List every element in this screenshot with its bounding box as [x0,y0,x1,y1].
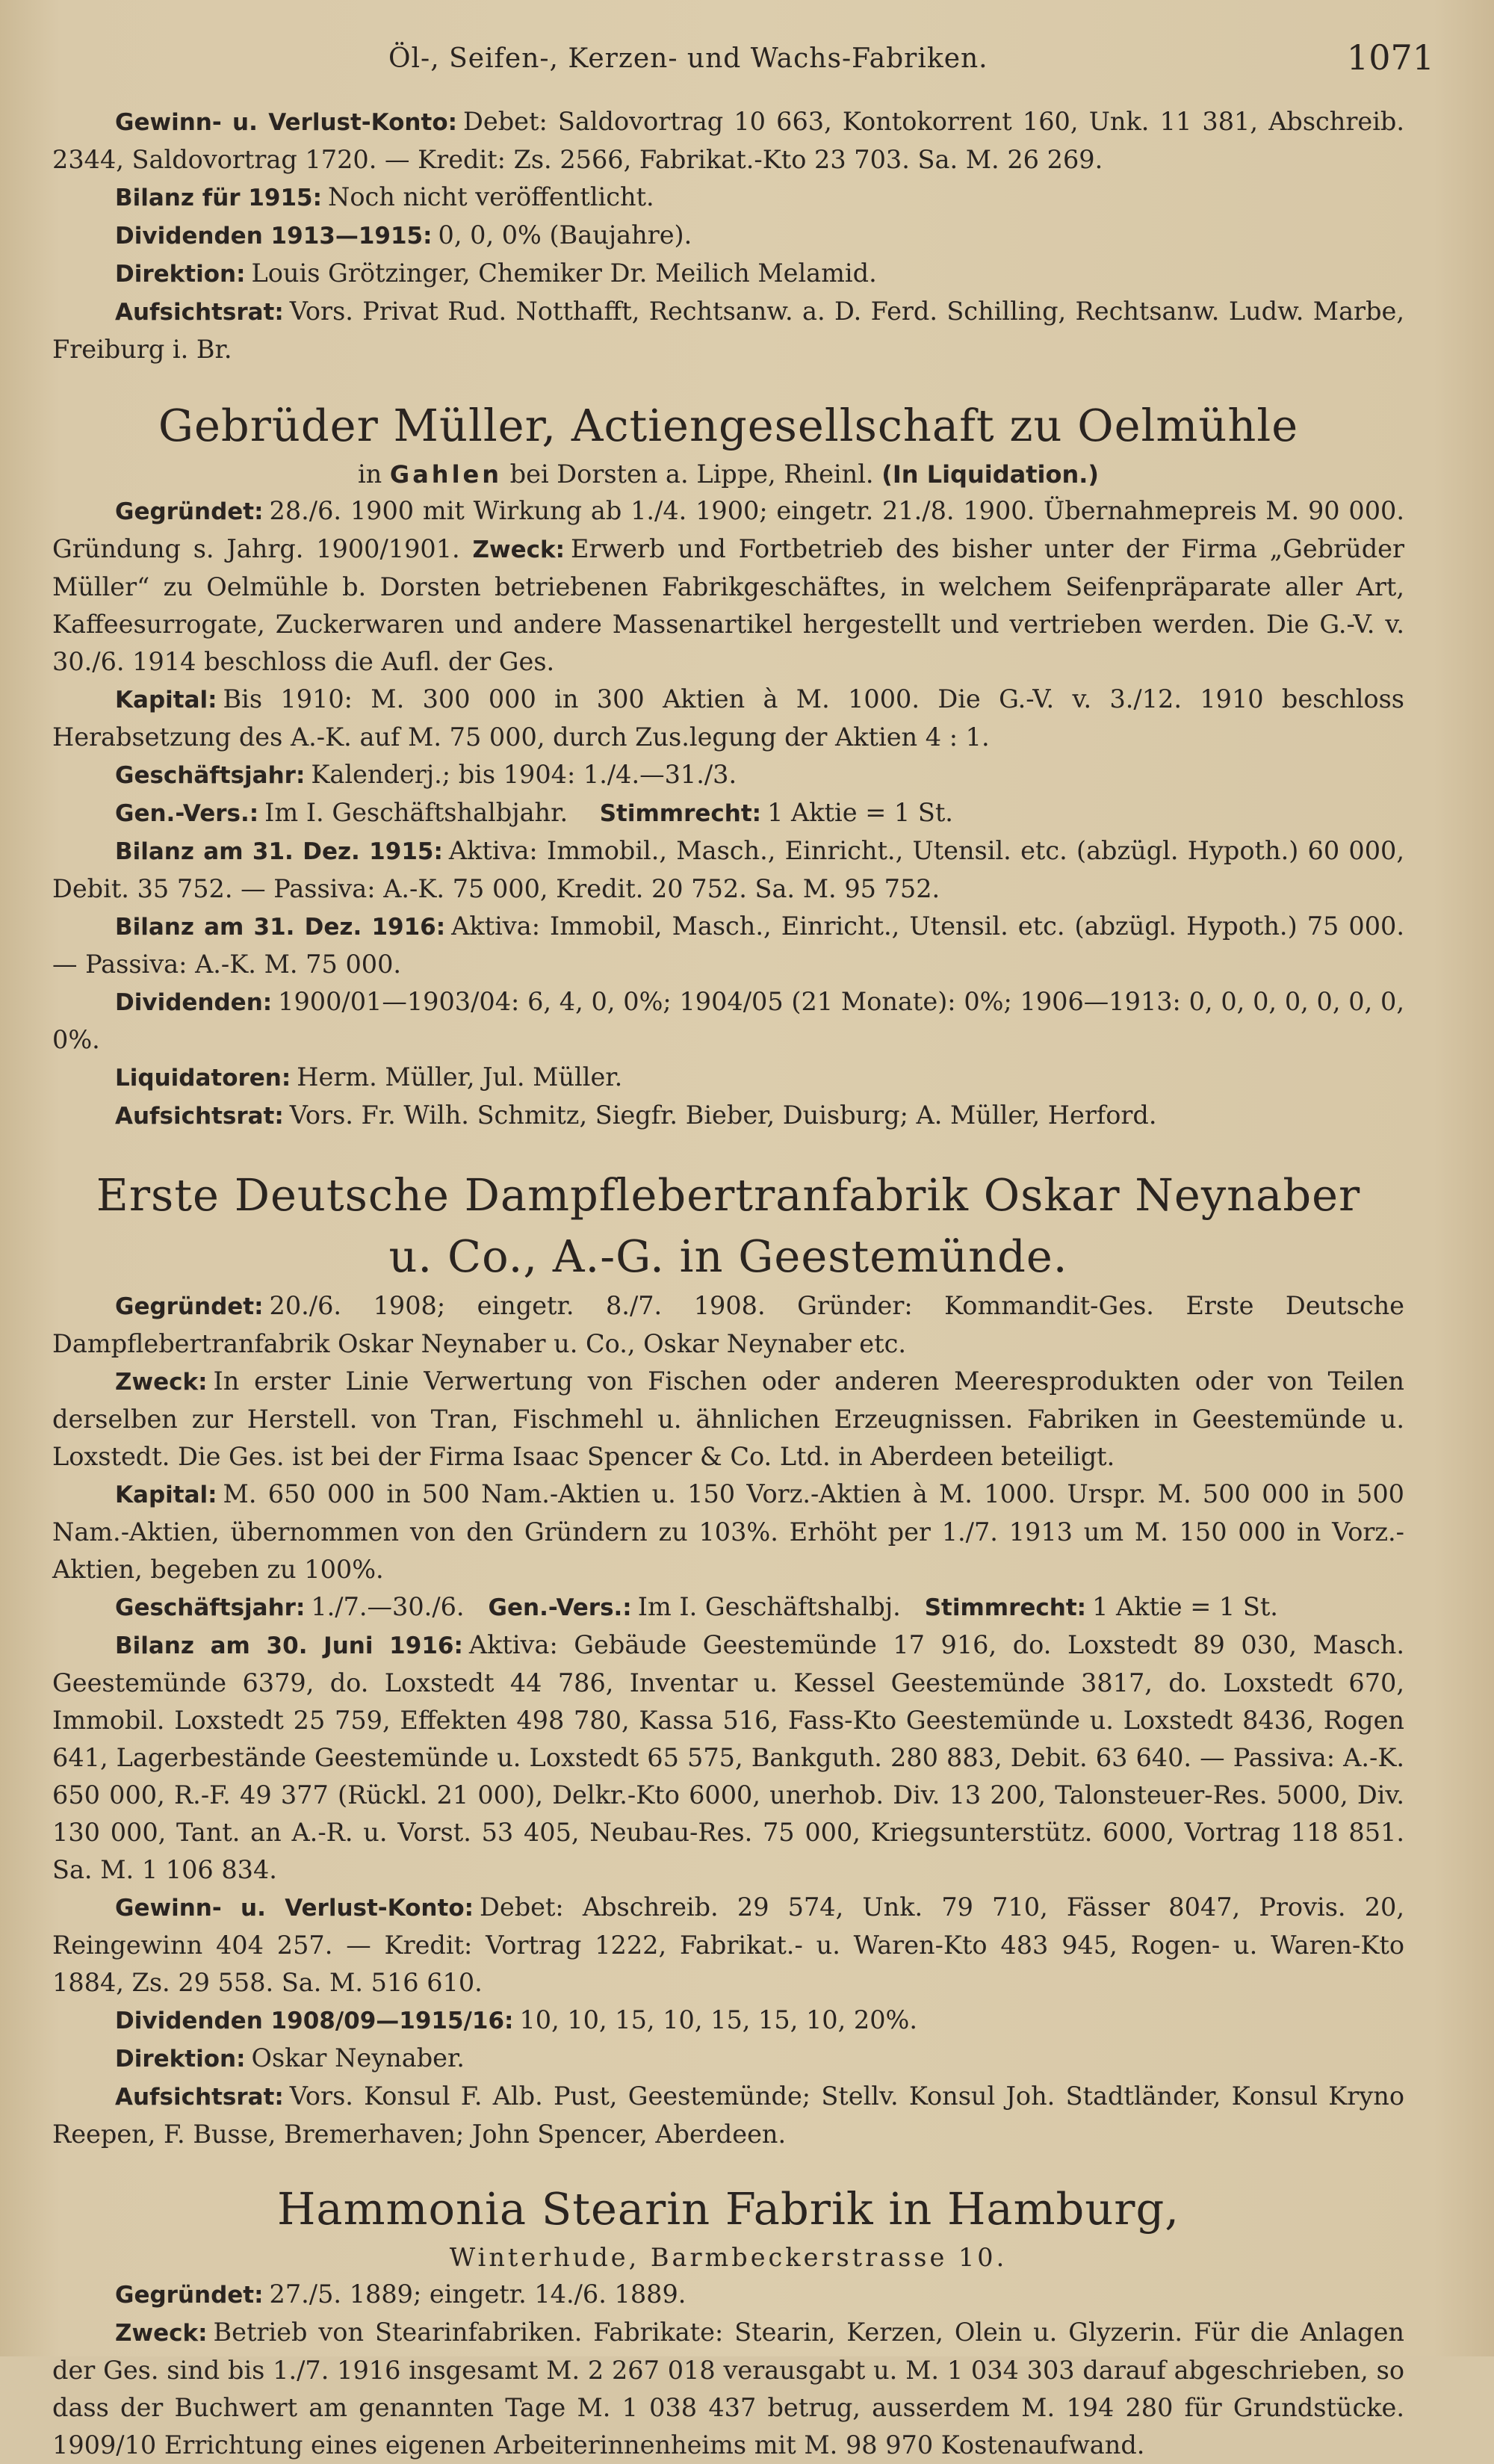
company-title: Hammonia Stearin Fabrik in Hamburg, [276,2183,1180,2235]
field-label: Dividenden 1908/09—1915/16: [115,2008,514,2034]
field-label: Direktion: [115,2046,246,2073]
field-label: Gewinn- u. Verlust-Konto: [115,109,458,136]
field-text: Im I. Geschäftshalbj. [637,1592,901,1621]
field-text: Vors. Fr. Wilh. Schmitz, Siegfr. Bieber, Duisburg; A. Müller, Herford. [289,1101,1157,1130]
field-text: Bis 1910: M. 300 000 in 300 Aktien à M. 1000. Die G.-V. v. 3./12. 1910 beschloss Herabsetzung des A.-K. auf M. 75 000, durch Zus.legung der Aktien 4 : 1. [52,684,1404,752]
purpose-paragraph [52,2314,1404,2464]
field-label: Gen.-Vers.: [115,800,259,827]
field-label: Gewinn- u. Verlust-Konto: [115,1895,474,1922]
field-text: Aktiva: Immobil, Masch., Einricht., Utensil. etc. (abzügl. Hypoth.) 75 000. — Passiva: A.-K. M. 75 000. [52,911,1404,979]
general-meeting-paragraph [52,794,1404,832]
field-label: Liquidatoren: [115,1065,291,1092]
field-label: Gegründet: [115,2282,264,2309]
field-label: Bilanz am 30. Juni 1916: [115,1632,463,1659]
field-text: 1 Aktie = 1 St. [1092,1592,1278,1621]
field-label: Aufsichtsrat: [115,2084,284,2111]
company-subtitle: Winterhude, Barmbeckerstrasse 10. [449,2243,1008,2272]
entry-dampflebertranfabrik [52,1165,1404,2153]
liquidators-paragraph [52,1059,1404,1097]
field-label: Zweck: [472,536,565,563]
field-text: Im I. Geschäftshalbjahr. [264,798,568,827]
running-header [0,37,1494,82]
field-text: Vors. Privat Rud. Notthafft, Rechtsanw. a. D. Ferd. Schilling, Rechtsanw. Ludw. Marbe, Freiburg i. Br. [52,297,1404,364]
field-text: Erwerb und Fortbetrieb des bisher unter der Firma „Gebrüder Müller“ zu Oelmühle b. Dorsten betriebenen Fabrikgeschäftes, in welchem Seifenpräparate aller Art, Kaffeesurrogate, Zuckerwaren und andere Massenartikel hergestellt und vertrieben werden. Die G.-V. v. 30./6. 1914 beschloss die Aufl. der Ges. [52,534,1404,676]
field-label: Bilanz am 31. Dez. 1915: [115,838,443,865]
location-name: Gahlen [389,460,503,489]
dividends-paragraph [52,2002,1404,2040]
field-label: Dividenden 1913—1915: [115,223,433,250]
balance-1916-paragraph [52,908,1404,983]
dividends-paragraph [52,983,1404,1059]
field-text: In erster Linie Verwertung von Fischen oder anderen Meeresprodukten oder von Teilen derselben zur Herstell. von Tran, Fischmehl u. ähnlichen Erzeugnissen. Fabriken in Geestemünde u. Loxstedt. Die Ges. ist bei der Firma Isaac Spencer & Co. Ltd. in Aberdeen beteiligt. [52,1366,1404,1471]
company-title-line: Erste Deutsche Dampflebertranfabrik Oskar Neynaber [96,1169,1361,1221]
subtitle-text: bei Dorsten a. Lippe, Rheinl. [509,459,874,489]
liquidation-note: (In Liquidation.) [881,460,1100,489]
direction-paragraph [52,2040,1404,2078]
guv-paragraph [52,1889,1404,2002]
field-text: 10, 10, 15, 10, 15, 15, 10, 20%. [519,2005,918,2034]
company-title: Gebrüder Müller, Actiengesellschaft zu Oelmühle [158,400,1299,451]
purpose-paragraph [52,1363,1404,1476]
field-text: Kalenderj.; bis 1904: 1./4.—31./3. [311,760,737,789]
balance-paragraph [52,1626,1404,1889]
company-subtitle [52,456,1404,492]
field-label: Bilanz am 31. Dez. 1916: [115,914,446,941]
field-label: Geschäftsjahr: [115,762,306,789]
field-text: M. 650 000 in 500 Nam.-Aktien u. 150 Vorz.-Aktien à M. 1000. Urspr. M. 500 000 in 500 Nam.-Aktien, übernommen von den Gründern zu 103%. Erhöht per 1./7. 1913 um M. 150 000 in Vorz.-Aktien, begeben zu 100%. [52,1479,1404,1584]
capital-paragraph [52,681,1404,756]
page-number: 1071 [1346,37,1434,78]
field-label: Dividenden: [115,989,273,1016]
supervisory-board-paragraph [52,2078,1404,2153]
field-label: Direktion: [115,261,246,288]
field-label: Zweck: [115,1369,208,1396]
company-title-line: u. Co., A.-G. in Geestemünde. [388,1231,1068,1282]
field-label: Gen.-Vers.: [488,1594,632,1621]
field-text: Aktiva: Gebäude Geestemünde 17 916, do. Loxstedt 89 030, Masch. Geestemünde 6379, do. Loxstedt 44 786, Inventar u. Kessel Geestemünde 3817, do. Loxstedt 670, Immobil. Loxstedt 25 759, Effekten 498 780, Kassa 516, Fass-Kto Geestemünde u. Loxstedt 8436, Rogen 641, Lagerbestände Geestemünde u. Loxstedt 65 575, Bankguth. 280 883, Debit. 63 640. — Passiva: A.-K. 650 000, R.-F. 49 377 (Rückl. 21 000), Delkr.-Kto 6000, unerhob. Div. 13 200, Talonsteuer-Res. 5000, Div. 130 000, Tant. an A.-R. u. Vorst. 53 405, Neubau-Res. 75 000, Kriegsunterstütz. 6000, Vortrag 118 851. Sa. M. 1 106 834. [52,1630,1404,1884]
field-text: 27./5. 1889; eingetr. 14./6. 1889. [269,2279,686,2309]
running-title: Öl-, Seifen-, Kerzen- und Wachs-Fabriken. [388,43,988,74]
entry-gebrueder-mueller [52,395,1404,1135]
founded-paragraph [52,492,1404,681]
field-text: Debet: Saldovortrag 10 663, Kontokorrent 160, Unk. 11 381, Abschreib. 2344, Saldovortrag 1720. — Kredit: Zs. 2566, Fabrikat.-Kto 23 703. Sa. M. 26 269. [52,107,1405,174]
fiscal-year-paragraph [52,756,1404,794]
field-label: Aufsichtsrat: [115,299,284,326]
field-text: Herm. Müller, Jul. Müller. [297,1062,623,1092]
fiscal-year-paragraph [52,1588,1404,1626]
entry-hammonia-stearin [52,2179,1404,2464]
field-text: Louis Grötzinger, Chemiker Dr. Meilich Melamid. [251,259,877,288]
balance-1915-paragraph [52,832,1404,908]
dividends-paragraph [52,217,1404,255]
founded-paragraph [52,1287,1404,1363]
field-text: 1900/01—1903/04: 6, 4, 0, 0%; 1904/05 (21 Monate): 0%; 1906—1913: 0, 0, 0, 0, 0, 0, 0, 0%. [52,987,1404,1054]
field-text: 0, 0, 0% (Baujahre). [438,220,692,250]
supervisory-board-paragraph [52,293,1404,368]
capital-paragraph [52,1476,1404,1588]
field-label: Bilanz für 1915: [115,185,323,211]
guv-paragraph [52,103,1404,179]
founded-paragraph [52,2276,1404,2314]
field-label: Gegründet: [115,1293,264,1320]
field-label: Kapital: [115,1482,217,1508]
field-label: Kapital: [115,687,217,713]
subtitle-text: in [357,459,382,489]
entry-continuation [52,103,1404,368]
field-label: Zweck: [115,2320,208,2347]
supervisory-board-paragraph [52,1097,1404,1135]
field-label: Aufsichtsrat: [115,1103,284,1130]
bilanz-paragraph [52,179,1404,217]
field-label: Stimmrecht: [924,1594,1087,1621]
field-text: Noch nicht veröffentlicht. [328,182,654,211]
page-content [52,103,1404,2464]
field-text: 1 Aktie = 1 St. [767,798,953,827]
field-label: Gegründet: [115,498,264,525]
field-text: 20./6. 1908; eingetr. 8./7. 1908. Gründer: Kommandit-Ges. Erste Deutsche Dampflebertranfabrik Oskar Neynaber u. Co., Oskar Neynaber etc. [52,1291,1404,1358]
field-text: Betrieb von Stearinfabriken. Fabrikate: Stearin, Kerzen, Olein u. Glyzerin. Für die Anlagen der Ges. sind bis 1./7. 1916 insgesamt M. 2 267 018 verausgabt u. M. 1 034 303 darauf abgeschrieben, so dass der Buchwert am genannten Tage M. 1 038 437 betrug, ausserdem M. 194 280 für Grundstücke. 1909/10 Errichtung eines eigenen Arbeiterinnenheims mit M. 98 970 Kostenaufwand. [52,2318,1404,2460]
field-text: Vors. Konsul F. Alb. Pust, Geestemünde; Stellv. Konsul Joh. Stadtländer, Konsul Kryno Reepen, F. Busse, Bremerhaven; John Spencer, Aberdeen. [52,2081,1404,2149]
field-text: Oskar Neynaber. [251,2043,465,2073]
field-text: Debet: Abschreib. 29 574, Unk. 79 710, Fässer 8047, Provis. 20, Reingewinn 404 257. — Kredit: Vortrag 1222, Fabrikat.- u. Waren-Kto 483 945, Rogen- u. Waren-Kto 1884, Zs. 29 558. Sa. M. 516 610. [52,1892,1404,1997]
company-title [52,1165,1404,1287]
field-text: 28./6. 1900 mit Wirkung ab 1./4. 1900; eingetr. 21./8. 1900. Übernahmepreis M. 90 000. Gründung s. Jahrg. 1900/1901. [52,496,1404,563]
field-label: Stimmrecht: [599,800,762,827]
field-text: Aktiva: Immobil., Masch., Einricht., Utensil. etc. (abzügl. Hypoth.) 60 000, Debit. 35 752. — Passiva: A.-K. 75 000, Kredit. 20 752. Sa. M. 95 752. [52,836,1404,903]
field-label: Geschäftsjahr: [115,1594,306,1621]
direction-paragraph [52,255,1404,293]
field-text: 1./7.—30./6. [311,1592,465,1621]
